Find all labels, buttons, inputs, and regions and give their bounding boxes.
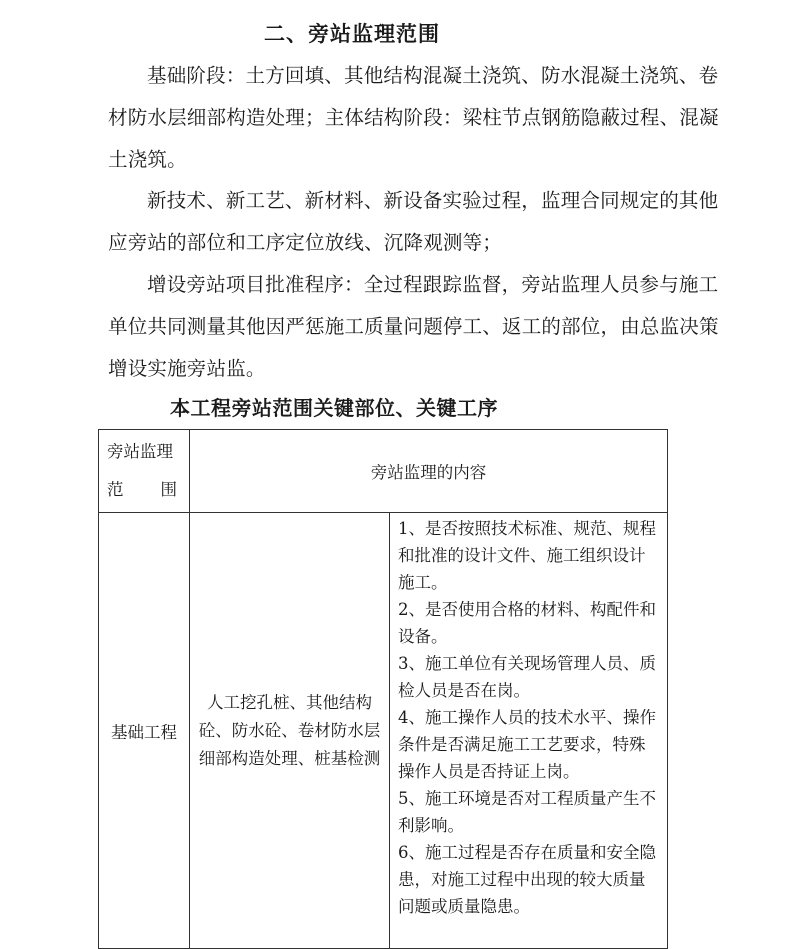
header-scope-line1: 旁站监理	[107, 442, 173, 461]
paragraph-approval-procedure: 增设旁站项目批准程序：全过程跟踪监督，旁站监理人员参与施工单位共同测量其他因严惩施工质量问题停工、返工的部位，由总监决策增设实施旁站监。	[108, 273, 719, 380]
row-scope-cell: 基础工程	[99, 513, 190, 949]
list-item: 3、施工单位有关现场管理人员、质检人员是否在岗。	[398, 654, 656, 700]
table-header-row	[99, 430, 668, 513]
list-item: 5、施工环境是否对工程质量产生不利影响。	[398, 789, 656, 835]
list-item: 1、是否按照技术标准、规范、规程和批准的设计文件、施工组织设计施工。	[398, 519, 656, 592]
paragraph-foundation-stage: 基础阶段：土方回填、其他结构混凝土浇筑、防水混凝土浇筑、卷材防水层细部构造处理；主体结构阶段：梁柱节点钢筋隐蔽过程、混凝土浇筑。	[108, 64, 719, 171]
list-item: 4、施工操作人员的技术水平、操作条件是否满足施工工艺要求，特殊操作人员是否持证上岗。	[398, 708, 656, 781]
table-title: 本工程旁站范围关键部位、关键工序	[170, 396, 498, 420]
supervision-scope-table	[98, 429, 668, 949]
table-row	[99, 513, 668, 949]
header-scope-char2: 围	[160, 480, 177, 499]
section-heading: 二、旁站监理范围	[264, 21, 440, 46]
header-scope-cell	[99, 430, 190, 513]
row-items-cell	[390, 513, 668, 949]
list-item: 2、是否使用合格的材料、构配件和设备。	[398, 600, 656, 646]
header-content-cell: 旁站监理的内容	[190, 430, 668, 513]
header-scope-line2	[107, 471, 177, 509]
list-item: 6、施工过程是否存在质量和安全隐患，对施工过程中出现的较大质量问题或质量隐患。	[398, 843, 656, 916]
row-parts-cell: 人工挖孔桩、其他结构砼、防水砼、卷材防水层细部构造处理、桩基检测	[190, 513, 390, 949]
header-scope-char1: 范	[107, 480, 124, 499]
paragraph-new-technology: 新技术、新工艺、新材料、新设备实验过程，监理合同规定的其他应旁站的部位和工序定位放线、沉降观测等；	[108, 189, 719, 254]
